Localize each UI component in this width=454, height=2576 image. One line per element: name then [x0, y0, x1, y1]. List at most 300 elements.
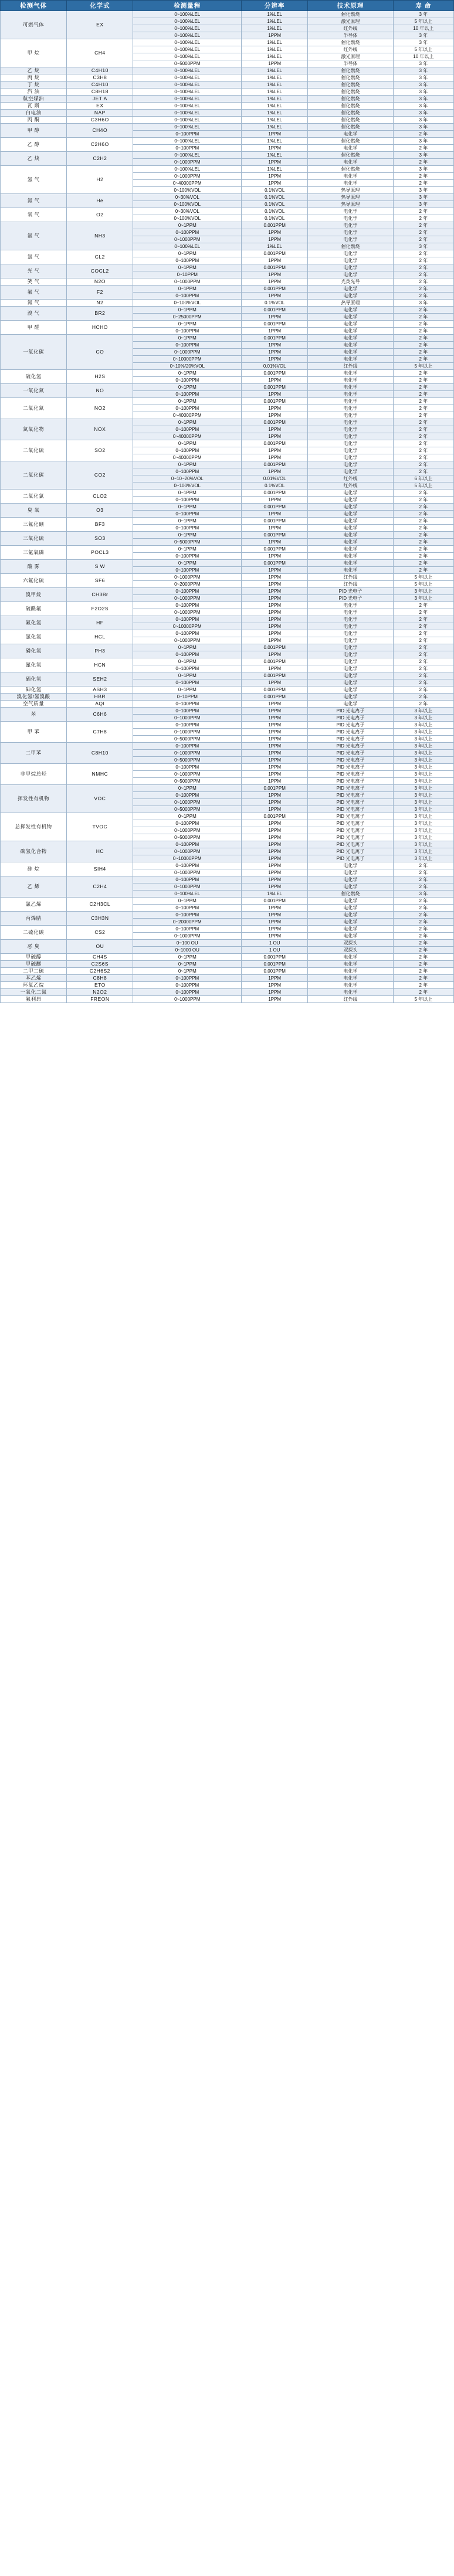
- table-row: [1, 96, 454, 103]
- table-row: [1, 876, 454, 883]
- cell-technology: 红外线: [308, 996, 393, 1003]
- cell-range: 0~1000PPM: [133, 883, 242, 891]
- cell-technology: PID 光电离子: [308, 792, 393, 799]
- cell-gas-name: 溴 气: [1, 307, 67, 321]
- cell-range: 0~100PPM: [133, 975, 242, 982]
- cell-range: 0~1PPM: [133, 954, 242, 961]
- cell-lifetime: 2 年: [393, 539, 453, 546]
- cell-resolution: 0.1%VOL: [242, 194, 308, 201]
- cell-technology: PID 光电离子: [308, 820, 393, 827]
- cell-resolution: 1PPM: [242, 328, 308, 335]
- cell-technology: 热导原理: [308, 300, 393, 307]
- cell-technology: PID 光电离子: [308, 715, 393, 722]
- cell-lifetime: 3 年: [393, 60, 453, 67]
- cell-lifetime: 2 年: [393, 335, 453, 342]
- cell-range: 0~40000PPM: [133, 412, 242, 419]
- cell-range: 0~100%LEL: [133, 891, 242, 898]
- cell-technology: 电化学: [308, 694, 393, 701]
- cell-resolution: 0.1%VOL: [242, 300, 308, 307]
- cell-technology: PID 光电离子: [308, 827, 393, 834]
- cell-resolution: 1PPM: [242, 996, 308, 1003]
- cell-resolution: 1PPM: [242, 271, 308, 278]
- cell-lifetime: 2 年: [393, 440, 453, 447]
- cell-resolution: 1PPM: [242, 708, 308, 715]
- cell-range: 0~100PPM: [133, 708, 242, 715]
- cell-lifetime: 2 年: [393, 947, 453, 954]
- cell-technology: 热导原理: [308, 187, 393, 194]
- header-formula: 化学式: [67, 1, 133, 11]
- cell-resolution: 1PPM: [242, 349, 308, 356]
- cell-resolution: 1PPM: [242, 180, 308, 187]
- cell-resolution: 0.001PPM: [242, 222, 308, 229]
- cell-resolution: 0.01%VOL: [242, 475, 308, 482]
- cell-resolution: 0.001PPM: [242, 384, 308, 391]
- cell-gas-name: 磷化氢: [1, 644, 67, 658]
- cell-lifetime: 2 年: [393, 328, 453, 335]
- cell-formula: NO: [67, 384, 133, 398]
- cell-lifetime: 2 年: [393, 307, 453, 314]
- cell-resolution: 1PPM: [242, 447, 308, 454]
- cell-range: 0~1PPM: [133, 321, 242, 328]
- table-body: [1, 11, 454, 1003]
- cell-resolution: 1PPM: [242, 595, 308, 602]
- cell-resolution: 0.001PPM: [242, 672, 308, 679]
- cell-technology: PID 光电离子: [308, 743, 393, 750]
- cell-technology: 电化学: [308, 391, 393, 398]
- cell-resolution: 1PPM: [242, 665, 308, 672]
- cell-technology: 电化学: [308, 511, 393, 518]
- cell-resolution: 1PPM: [242, 602, 308, 609]
- header-technology: 技术原理: [308, 1, 393, 11]
- cell-formula: HC: [67, 841, 133, 862]
- cell-gas-name: 酸 雾: [1, 560, 67, 574]
- cell-lifetime: 2 年: [393, 461, 453, 468]
- cell-range: 0~100PPM: [133, 905, 242, 912]
- cell-lifetime: 3 年以上: [393, 588, 453, 595]
- cell-lifetime: 3 年以上: [393, 722, 453, 729]
- table-row: [1, 440, 454, 447]
- table-row: [1, 841, 454, 848]
- cell-gas-name: 硫酰氟: [1, 602, 67, 616]
- table-row: [1, 708, 454, 715]
- cell-formula: C4H10: [67, 67, 133, 74]
- cell-range: 0~5000PPM: [133, 736, 242, 743]
- cell-gas-name: 三氧化硫: [1, 532, 67, 546]
- cell-technology: 电化学: [308, 665, 393, 672]
- cell-range: 0~100PPM: [133, 616, 242, 623]
- cell-gas-name: 臭 氧: [1, 504, 67, 518]
- cell-lifetime: 3 年: [393, 300, 453, 307]
- cell-lifetime: 2 年: [393, 208, 453, 215]
- cell-formula: C4H10: [67, 81, 133, 89]
- cell-gas-name: 恶 臭: [1, 940, 67, 954]
- cell-gas-name: 光 气: [1, 264, 67, 278]
- cell-range: 0~100PPM: [133, 377, 242, 384]
- cell-lifetime: 3 年以上: [393, 785, 453, 792]
- cell-lifetime: 2 年: [393, 883, 453, 891]
- cell-gas-name: 氮氧化物: [1, 419, 67, 440]
- table-row: [1, 532, 454, 539]
- cell-resolution: 1PPM: [242, 834, 308, 841]
- cell-gas-name: 硒化氢: [1, 672, 67, 687]
- table-row: [1, 546, 454, 553]
- cell-range: 0~10%/20%VOL: [133, 363, 242, 370]
- table-row: [1, 616, 454, 623]
- cell-lifetime: 5 年以上: [393, 574, 453, 581]
- cell-gas-name: 溴甲烷: [1, 588, 67, 602]
- cell-gas-name: 乙 醇: [1, 138, 67, 152]
- cell-range: 0~100PPM: [133, 342, 242, 349]
- cell-lifetime: 2 年: [393, 630, 453, 637]
- cell-range: 0~100PPM: [133, 497, 242, 504]
- cell-resolution: 1PPM: [242, 679, 308, 687]
- cell-technology: 催化燃烧: [308, 117, 393, 124]
- cell-resolution: 0.001PPM: [242, 961, 308, 968]
- cell-technology: 电化学: [308, 623, 393, 630]
- cell-range: 0~1000PPM: [133, 933, 242, 940]
- cell-resolution: 0.001PPM: [242, 560, 308, 567]
- cell-lifetime: 2 年: [393, 701, 453, 708]
- cell-resolution: 1%LEL: [242, 138, 308, 145]
- cell-lifetime: 2 年: [393, 637, 453, 644]
- cell-technology: 红外线: [308, 574, 393, 581]
- cell-formula: SEH2: [67, 672, 133, 687]
- cell-range: 0~1000PPM: [133, 729, 242, 736]
- cell-technology: 电化学: [308, 229, 393, 236]
- cell-formula: C8H10: [67, 743, 133, 764]
- table-row: [1, 968, 454, 975]
- cell-resolution: 1PPM: [242, 145, 308, 152]
- cell-technology: 电化学: [308, 912, 393, 919]
- cell-technology: 电化学: [308, 433, 393, 440]
- cell-range: 0~5000PPM: [133, 778, 242, 785]
- cell-range: 0~100PPM: [133, 588, 242, 595]
- cell-lifetime: 2 年: [393, 321, 453, 328]
- cell-range: 0~5000PPM: [133, 757, 242, 764]
- cell-range: 0~1PPM: [133, 518, 242, 525]
- cell-lifetime: 3 年: [393, 243, 453, 250]
- cell-range: 0~100 OU: [133, 940, 242, 947]
- cell-resolution: 1PPM: [242, 820, 308, 827]
- cell-resolution: 0.001PPM: [242, 440, 308, 447]
- cell-lifetime: 2 年: [393, 567, 453, 574]
- cell-lifetime: 2 年: [393, 926, 453, 933]
- cell-gas-name: 总挥发性有机物: [1, 813, 67, 841]
- cell-range: 0~100%LEL: [133, 39, 242, 46]
- cell-lifetime: 5 年以上: [393, 363, 453, 370]
- table-row: [1, 321, 454, 328]
- cell-technology: 电化学: [308, 546, 393, 553]
- cell-range: 0~1000PPM: [133, 236, 242, 243]
- cell-formula: NO2: [67, 398, 133, 419]
- cell-resolution: 1PPM: [242, 539, 308, 546]
- table-row: [1, 152, 454, 159]
- cell-range: 0~100%LEL: [133, 67, 242, 74]
- cell-gas-name: 可燃气体: [1, 11, 67, 39]
- cell-lifetime: 2 年: [393, 497, 453, 504]
- cell-resolution: 1PPM: [242, 257, 308, 264]
- table-row: [1, 722, 454, 729]
- table-row: [1, 644, 454, 651]
- table-row: [1, 384, 454, 391]
- cell-gas-name: 氨 气: [1, 222, 67, 250]
- cell-technology: 电化学: [308, 236, 393, 243]
- cell-formula: N2O: [67, 278, 133, 286]
- table-row: [1, 335, 454, 342]
- cell-range: 0~30%VOL: [133, 208, 242, 215]
- table-row: [1, 103, 454, 110]
- cell-resolution: 1PPM: [242, 426, 308, 433]
- cell-range: 0~1000PPM: [133, 715, 242, 722]
- table-row: [1, 813, 454, 820]
- cell-formula: BF3: [67, 518, 133, 532]
- table-row: [1, 954, 454, 961]
- cell-range: 0~1PPM: [133, 286, 242, 293]
- cell-range: 0~1000PPM: [133, 771, 242, 778]
- cell-lifetime: 5 年以上: [393, 996, 453, 1003]
- cell-range: 0~100PPM: [133, 926, 242, 933]
- cell-technology: 电化学: [308, 490, 393, 497]
- cell-resolution: 0.001PPM: [242, 968, 308, 975]
- cell-range: 0~1PPM: [133, 532, 242, 539]
- cell-gas-name: 二氧化氯: [1, 490, 67, 504]
- cell-technology: PID 光电离子: [308, 799, 393, 806]
- cell-lifetime: 3 年以上: [393, 778, 453, 785]
- cell-resolution: 1%LEL: [242, 110, 308, 117]
- cell-range: 0~100%LEL: [133, 18, 242, 25]
- cell-lifetime: 3 年: [393, 891, 453, 898]
- cell-formula: O2: [67, 208, 133, 222]
- cell-range: 0~100PPM: [133, 567, 242, 574]
- table-row: [1, 461, 454, 468]
- cell-resolution: 1PPM: [242, 454, 308, 461]
- cell-gas-name: 氟 气: [1, 286, 67, 300]
- cell-lifetime: 3 年以上: [393, 792, 453, 799]
- cell-lifetime: 2 年: [393, 370, 453, 377]
- cell-resolution: 1PPM: [242, 356, 308, 363]
- cell-technology: 催化燃烧: [308, 166, 393, 173]
- cell-formula: POCL3: [67, 546, 133, 560]
- cell-resolution: 1PPM: [242, 933, 308, 940]
- cell-lifetime: 3 年以上: [393, 848, 453, 855]
- cell-lifetime: 2 年: [393, 419, 453, 426]
- cell-gas-name: 丁 烷: [1, 81, 67, 89]
- cell-resolution: 1PPM: [242, 581, 308, 588]
- cell-lifetime: 3 年: [393, 110, 453, 117]
- cell-resolution: 1PPM: [242, 651, 308, 658]
- cell-lifetime: 2 年: [393, 426, 453, 433]
- cell-formula: CL2: [67, 250, 133, 264]
- cell-gas-name: 丙 烷: [1, 74, 67, 81]
- cell-technology: 半导体: [308, 60, 393, 67]
- cell-gas-name: 笑 气: [1, 278, 67, 286]
- cell-range: 0~1PPM: [133, 504, 242, 511]
- cell-range: 0~1000PPM: [133, 637, 242, 644]
- cell-range: 0~100%VOL: [133, 215, 242, 222]
- cell-lifetime: 2 年: [393, 560, 453, 567]
- cell-lifetime: 2 年: [393, 525, 453, 532]
- cell-formula: COCL2: [67, 264, 133, 278]
- cell-technology: 激光原理: [308, 53, 393, 60]
- cell-resolution: 1PPM: [242, 989, 308, 996]
- cell-technology: 电化学: [308, 328, 393, 335]
- cell-technology: 催化燃烧: [308, 81, 393, 89]
- cell-range: 0~1PPM: [133, 546, 242, 553]
- cell-resolution: 1PPM: [242, 511, 308, 518]
- cell-gas-name: 三氯氧磷: [1, 546, 67, 560]
- cell-technology: 电化学: [308, 405, 393, 412]
- cell-technology: 电化学: [308, 616, 393, 623]
- cell-technology: 电化学: [308, 314, 393, 321]
- table-row: [1, 67, 454, 74]
- cell-lifetime: 3 年以上: [393, 729, 453, 736]
- cell-range: 0~100PPM: [133, 764, 242, 771]
- cell-lifetime: 2 年: [393, 278, 453, 286]
- cell-lifetime: 2 年: [393, 989, 453, 996]
- cell-formula: C2H4: [67, 876, 133, 898]
- table-row: [1, 658, 454, 665]
- cell-resolution: 0.001PPM: [242, 370, 308, 377]
- cell-technology: 电化学: [308, 250, 393, 257]
- cell-gas-name: 甲硫醚: [1, 961, 67, 968]
- cell-resolution: 0.001PPM: [242, 504, 308, 511]
- cell-lifetime: 2 年: [393, 250, 453, 257]
- cell-gas-name: 环氧乙烷: [1, 982, 67, 989]
- cell-technology: 电化学: [308, 644, 393, 651]
- cell-formula: C8H8: [67, 975, 133, 982]
- table-row: [1, 989, 454, 996]
- cell-range: 0~5000PPM: [133, 60, 242, 67]
- cell-technology: 电化学: [308, 982, 393, 989]
- cell-lifetime: 2 年: [393, 609, 453, 616]
- cell-range: 0~100%LEL: [133, 110, 242, 117]
- cell-lifetime: 2 年: [393, 159, 453, 166]
- cell-technology: 催化燃烧: [308, 103, 393, 110]
- cell-formula: EX: [67, 103, 133, 110]
- cell-technology: PID 光电离子: [308, 855, 393, 862]
- cell-range: 0~100PPM: [133, 651, 242, 658]
- cell-resolution: 1PPM: [242, 722, 308, 729]
- cell-technology: 电化学: [308, 504, 393, 511]
- cell-lifetime: 2 年: [393, 975, 453, 982]
- cell-formula: SF6: [67, 574, 133, 588]
- cell-technology: 红外线: [308, 581, 393, 588]
- cell-resolution: 1PPM: [242, 715, 308, 722]
- cell-range: 0~10000PPM: [133, 855, 242, 862]
- cell-lifetime: 3 年: [393, 103, 453, 110]
- cell-technology: 热导原理: [308, 201, 393, 208]
- cell-gas-name: 丙 酮: [1, 117, 67, 124]
- cell-formula: C2H2: [67, 152, 133, 166]
- cell-lifetime: 2 年: [393, 384, 453, 391]
- cell-lifetime: 3 年以上: [393, 750, 453, 757]
- cell-range: 0~5000PPM: [133, 539, 242, 546]
- cell-technology: PID 光电离子: [308, 729, 393, 736]
- cell-range: 0~1000PPM: [133, 869, 242, 876]
- cell-range: 0~1000 OU: [133, 947, 242, 954]
- cell-lifetime: 2 年: [393, 215, 453, 222]
- cell-resolution: 1PPM: [242, 771, 308, 778]
- cell-gas-name: 氯乙烯: [1, 898, 67, 912]
- cell-technology: 电化学: [308, 630, 393, 637]
- cell-lifetime: 5 年以上: [393, 46, 453, 53]
- cell-resolution: 0.01%VOL: [242, 363, 308, 370]
- table-row: [1, 764, 454, 771]
- cell-range: 0~100%LEL: [133, 152, 242, 159]
- cell-technology: 电化学: [308, 933, 393, 940]
- cell-technology: 电化学: [308, 321, 393, 328]
- cell-gas-name: 硅 烷: [1, 862, 67, 876]
- cell-technology: 红外线: [308, 475, 393, 482]
- table-row: [1, 588, 454, 595]
- cell-range: 0~1PPM: [133, 672, 242, 679]
- cell-technology: PID 光电子: [308, 588, 393, 595]
- cell-technology: 电化学: [308, 926, 393, 933]
- cell-lifetime: 2 年: [393, 468, 453, 475]
- cell-lifetime: 2 年: [393, 940, 453, 947]
- cell-range: 0~10~20%VOL: [133, 475, 242, 482]
- cell-resolution: 0.001PPM: [242, 694, 308, 701]
- cell-lifetime: 2 年: [393, 898, 453, 905]
- cell-resolution: 1PPM: [242, 468, 308, 475]
- cell-formula: SO3: [67, 532, 133, 546]
- cell-range: 0~100PPM: [133, 525, 242, 532]
- cell-technology: 红外线: [308, 363, 393, 370]
- cell-gas-name: 硫化氢: [1, 370, 67, 384]
- cell-technology: 电化学: [308, 180, 393, 187]
- cell-range: 0~100%LEL: [133, 89, 242, 96]
- cell-range: 0~30%VOL: [133, 194, 242, 201]
- cell-formula: SIH4: [67, 862, 133, 876]
- cell-lifetime: 3 年以上: [393, 743, 453, 750]
- cell-formula: CO2: [67, 461, 133, 490]
- cell-technology: 电化学: [308, 532, 393, 539]
- cell-lifetime: 2 年: [393, 651, 453, 658]
- cell-technology: PID 光电离子: [308, 848, 393, 855]
- cell-gas-name: 氟利昂: [1, 996, 67, 1003]
- cell-range: 0~1PPM: [133, 440, 242, 447]
- cell-range: 0~10000PPM: [133, 623, 242, 630]
- cell-resolution: 0.1%VOL: [242, 187, 308, 194]
- cell-resolution: 1PPM: [242, 278, 308, 286]
- cell-technology: 电化学: [308, 609, 393, 616]
- cell-formula: C3H3N: [67, 912, 133, 926]
- cell-range: 0~1000PPM: [133, 595, 242, 602]
- cell-resolution: 0.001PPM: [242, 321, 308, 328]
- cell-technology: 光荧光导: [308, 278, 393, 286]
- cell-lifetime: 3 年以上: [393, 799, 453, 806]
- cell-range: 0~100%LEL: [133, 96, 242, 103]
- cell-technology: 电化学: [308, 961, 393, 968]
- cell-formula: ETO: [67, 982, 133, 989]
- cell-technology: 电化学: [308, 883, 393, 891]
- cell-lifetime: 2 年: [393, 236, 453, 243]
- cell-range: 0~1000PPM: [133, 799, 242, 806]
- cell-gas-name: 二氧化碳: [1, 461, 67, 490]
- cell-formula: PH3: [67, 644, 133, 658]
- cell-resolution: 1PPM: [242, 60, 308, 67]
- cell-range: 0~100%LEL: [133, 117, 242, 124]
- cell-range: 0~1000PPM: [133, 750, 242, 757]
- table-row: [1, 89, 454, 96]
- cell-resolution: 1%LEL: [242, 103, 308, 110]
- cell-resolution: 1PPM: [242, 701, 308, 708]
- cell-lifetime: 2 年: [393, 982, 453, 989]
- cell-range: 0~100PPM: [133, 553, 242, 560]
- cell-resolution: 1%LEL: [242, 166, 308, 173]
- cell-range: 0~1000PPM: [133, 574, 242, 581]
- cell-range: 0~100PPM: [133, 679, 242, 687]
